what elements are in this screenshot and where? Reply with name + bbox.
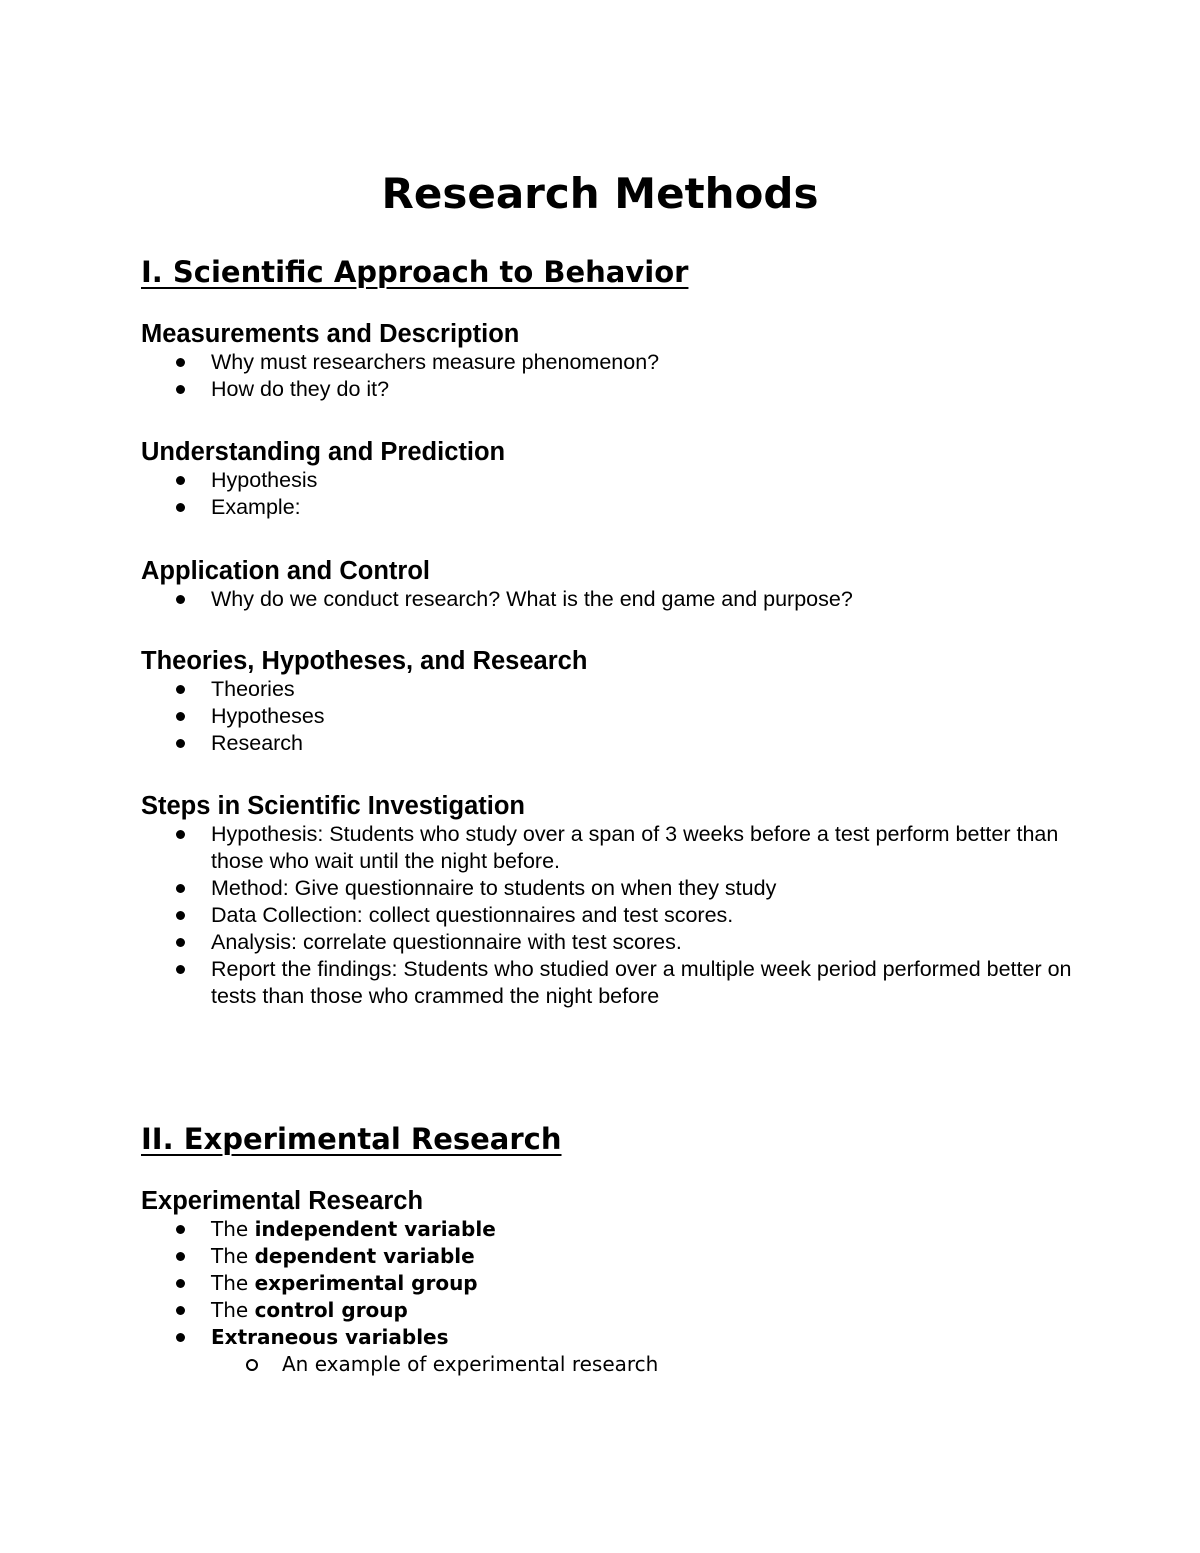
experimental-heading: Experimental Research	[141, 1187, 424, 1215]
bullet-icon	[176, 1333, 185, 1342]
theories-heading: Theories, Hypotheses, and Research	[141, 647, 588, 675]
application-list	[141, 586, 1101, 613]
bullet-icon	[176, 830, 185, 839]
section-heading-experimental-research: II. Experimental Research	[141, 1122, 562, 1156]
list-item: Why do we conduct research? What is the end game and purpose?	[141, 586, 1101, 613]
list-item: Analysis: correlate questionnaire with test scores.	[141, 929, 1101, 956]
experimental-block	[141, 1186, 1101, 1378]
understanding-block	[141, 437, 1101, 521]
application-heading: Application and Control	[141, 557, 430, 585]
bullet-icon	[176, 884, 185, 893]
list-item: Report the findings: Students who studied over a multiple week period performed better on tests than those who crammed the night before	[141, 956, 1101, 1010]
list-item: Extraneous variables An example of experimental research	[141, 1324, 1101, 1378]
steps-block	[141, 791, 1101, 1010]
understanding-list	[141, 467, 1101, 521]
experimental-list	[141, 1216, 1101, 1378]
bullet-icon	[176, 1279, 185, 1288]
document-title: Research Methods	[381, 169, 819, 218]
bullet-icon	[176, 1252, 185, 1261]
bullet-icon	[176, 938, 185, 947]
bullet-icon	[176, 739, 185, 748]
hollow-bullet-icon	[246, 1359, 258, 1371]
steps-heading: Steps in Scientific Investigation	[141, 792, 525, 820]
sub-list-item: An example of experimental research	[211, 1351, 1101, 1378]
measurements-heading: Measurements and Description	[141, 320, 520, 348]
list-item: Research	[141, 730, 1101, 757]
understanding-heading: Understanding and Prediction	[141, 438, 506, 466]
bullet-icon	[176, 911, 185, 920]
list-item: How do they do it?	[141, 376, 1101, 403]
list-item: The independent variable	[141, 1216, 1101, 1243]
bullet-icon	[176, 1306, 185, 1315]
list-item: Hypothesis	[141, 467, 1101, 494]
list-item: The dependent variable	[141, 1243, 1101, 1270]
bullet-icon	[176, 595, 185, 604]
bullet-icon	[176, 385, 185, 394]
experimental-sub-list	[211, 1351, 1101, 1378]
bullet-icon	[176, 476, 185, 485]
steps-list	[141, 821, 1101, 1010]
list-item: Hypotheses	[141, 703, 1101, 730]
list-item: The experimental group	[141, 1270, 1101, 1297]
list-item: Example:	[141, 494, 1101, 521]
measurements-block	[141, 319, 1101, 403]
list-item: Hypothesis: Students who study over a span of 3 weeks before a test perform better than those who wait until the night before.	[141, 821, 1101, 875]
section-heading-scientific-approach: I. Scientific Approach to Behavior	[141, 255, 689, 289]
bullet-icon	[176, 358, 185, 367]
list-item: Method: Give questionnaire to students on when they study	[141, 875, 1101, 902]
measurements-list	[141, 349, 1101, 403]
bullet-icon	[176, 685, 185, 694]
bullet-icon	[176, 503, 185, 512]
bullet-icon	[176, 965, 185, 974]
application-block	[141, 556, 1101, 613]
theories-block	[141, 646, 1101, 757]
theories-list	[141, 676, 1101, 757]
list-item: The control group	[141, 1297, 1101, 1324]
list-item: Data Collection: collect questionnaires and test scores.	[141, 902, 1101, 929]
bullet-icon	[176, 712, 185, 721]
list-item: Why must researchers measure phenomenon?	[141, 349, 1101, 376]
list-item: Theories	[141, 676, 1101, 703]
bullet-icon	[176, 1225, 185, 1234]
